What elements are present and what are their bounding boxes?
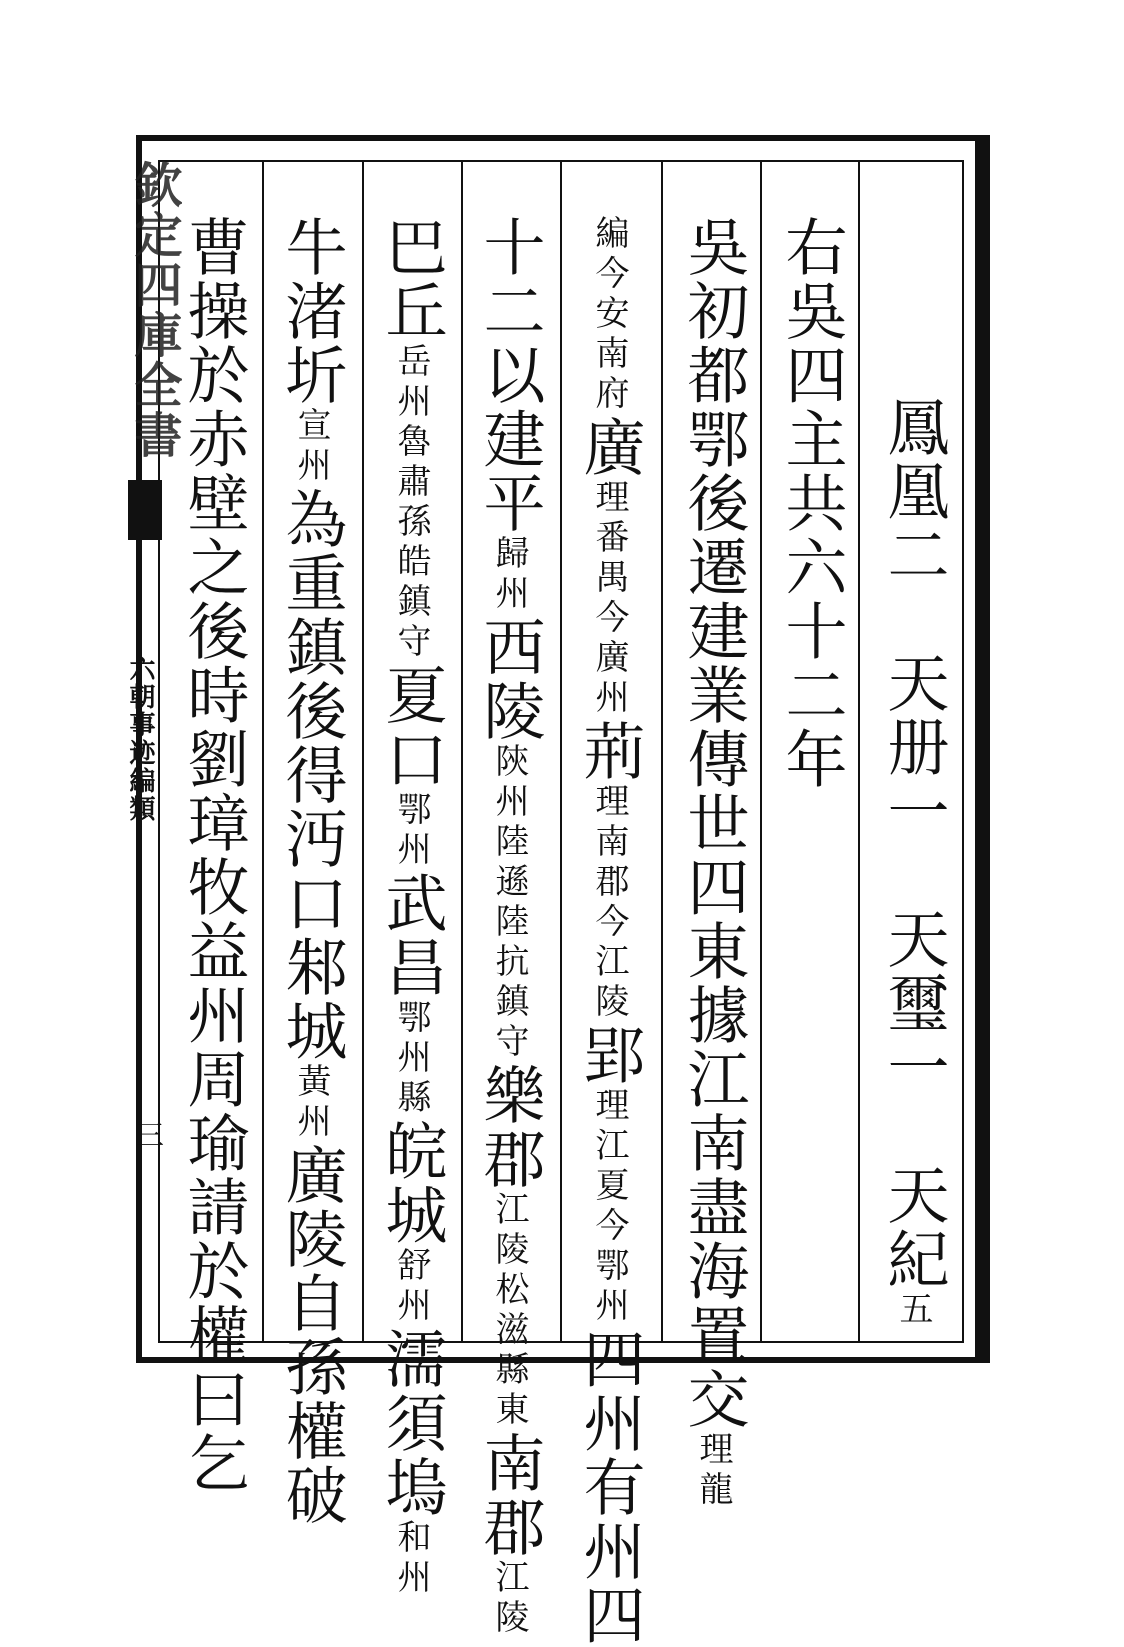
- main-text: 南郡: [473, 1431, 546, 1559]
- main-text: 牛渚圻: [275, 215, 348, 407]
- main-text: 皖城: [375, 1119, 448, 1247]
- main-text: 十二以建平: [473, 215, 546, 535]
- annotation-text: 宣州: [291, 407, 331, 487]
- main-text: 為重鎮後得沔口邾城: [275, 487, 348, 1063]
- annotation-text: 理江夏今鄂州: [589, 1087, 629, 1327]
- annotation-text: 歸州: [489, 535, 529, 615]
- text-column-2: [775, 215, 848, 791]
- column-divider: [661, 160, 663, 1343]
- annotation-text: 理南郡今江陵: [589, 783, 629, 1023]
- column-divider: [362, 160, 364, 1343]
- annotation-text: 鄂州: [391, 791, 431, 871]
- main-text: 郢: [573, 1023, 646, 1087]
- text-column-8: [177, 215, 250, 1495]
- main-text: 鳳凰二 天册一 天璽一 天紀: [877, 395, 950, 1291]
- column-divider: [760, 160, 762, 1343]
- text-column-6: [375, 215, 448, 1599]
- annotation-text: 江陵松滋縣東: [489, 1191, 529, 1431]
- main-text: 右吳四主共六十二年: [775, 215, 848, 791]
- spine-page-number: 三: [132, 1120, 165, 1150]
- main-text: 荊: [573, 719, 646, 783]
- text-column-4: [573, 215, 646, 1647]
- column-divider: [262, 160, 264, 1343]
- annotation-text: 舒州: [391, 1247, 431, 1327]
- text-column-1: [877, 395, 950, 1331]
- text-column-3: [677, 215, 750, 1511]
- main-text: 巴丘: [375, 215, 448, 343]
- main-text: 西陵: [473, 615, 546, 743]
- column-divider: [560, 160, 562, 1343]
- main-text: 四州有州四: [573, 1327, 646, 1647]
- annotation-text: 五: [893, 1291, 933, 1331]
- frame-right-border: [975, 135, 990, 1363]
- annotation-text: 鄂州縣: [391, 999, 431, 1119]
- main-text: 濡須塢: [375, 1327, 448, 1519]
- annotation-text: 黃州: [291, 1063, 331, 1143]
- spine-fish-tail-mark: [128, 480, 162, 540]
- annotation-text: 陝州陸遜陸抗鎮守: [489, 743, 529, 1063]
- main-text: 樂郡: [473, 1063, 546, 1191]
- annotation-text: 岳州魯肅孫皓鎮守: [391, 343, 431, 663]
- main-text: 曹操於赤壁之後時劉璋牧益州周瑜請於權曰乞: [177, 215, 250, 1495]
- text-column-5: [473, 215, 546, 1639]
- main-text: 夏口: [375, 663, 448, 791]
- spine-title: 欽定四庫全書: [126, 160, 182, 460]
- annotation-text: 理龍: [693, 1431, 733, 1511]
- main-text: 廣: [573, 415, 646, 479]
- annotation-text: 江陵: [489, 1559, 529, 1639]
- annotation-text: 理番禺今廣州: [589, 479, 629, 719]
- column-divider: [858, 160, 860, 1343]
- main-text: 吳初都鄂後遷建業傳世四東據江南盡海置交: [677, 215, 750, 1431]
- annotation-text: 和州: [391, 1519, 431, 1599]
- annotation-text: 編今安南府: [589, 215, 629, 415]
- main-text: 武昌: [375, 871, 448, 999]
- text-column-7: [275, 215, 348, 1527]
- main-text: 廣陵自孫權破: [275, 1143, 348, 1527]
- column-divider: [461, 160, 463, 1343]
- spine-book-title: 六朝事迹編類: [125, 655, 155, 823]
